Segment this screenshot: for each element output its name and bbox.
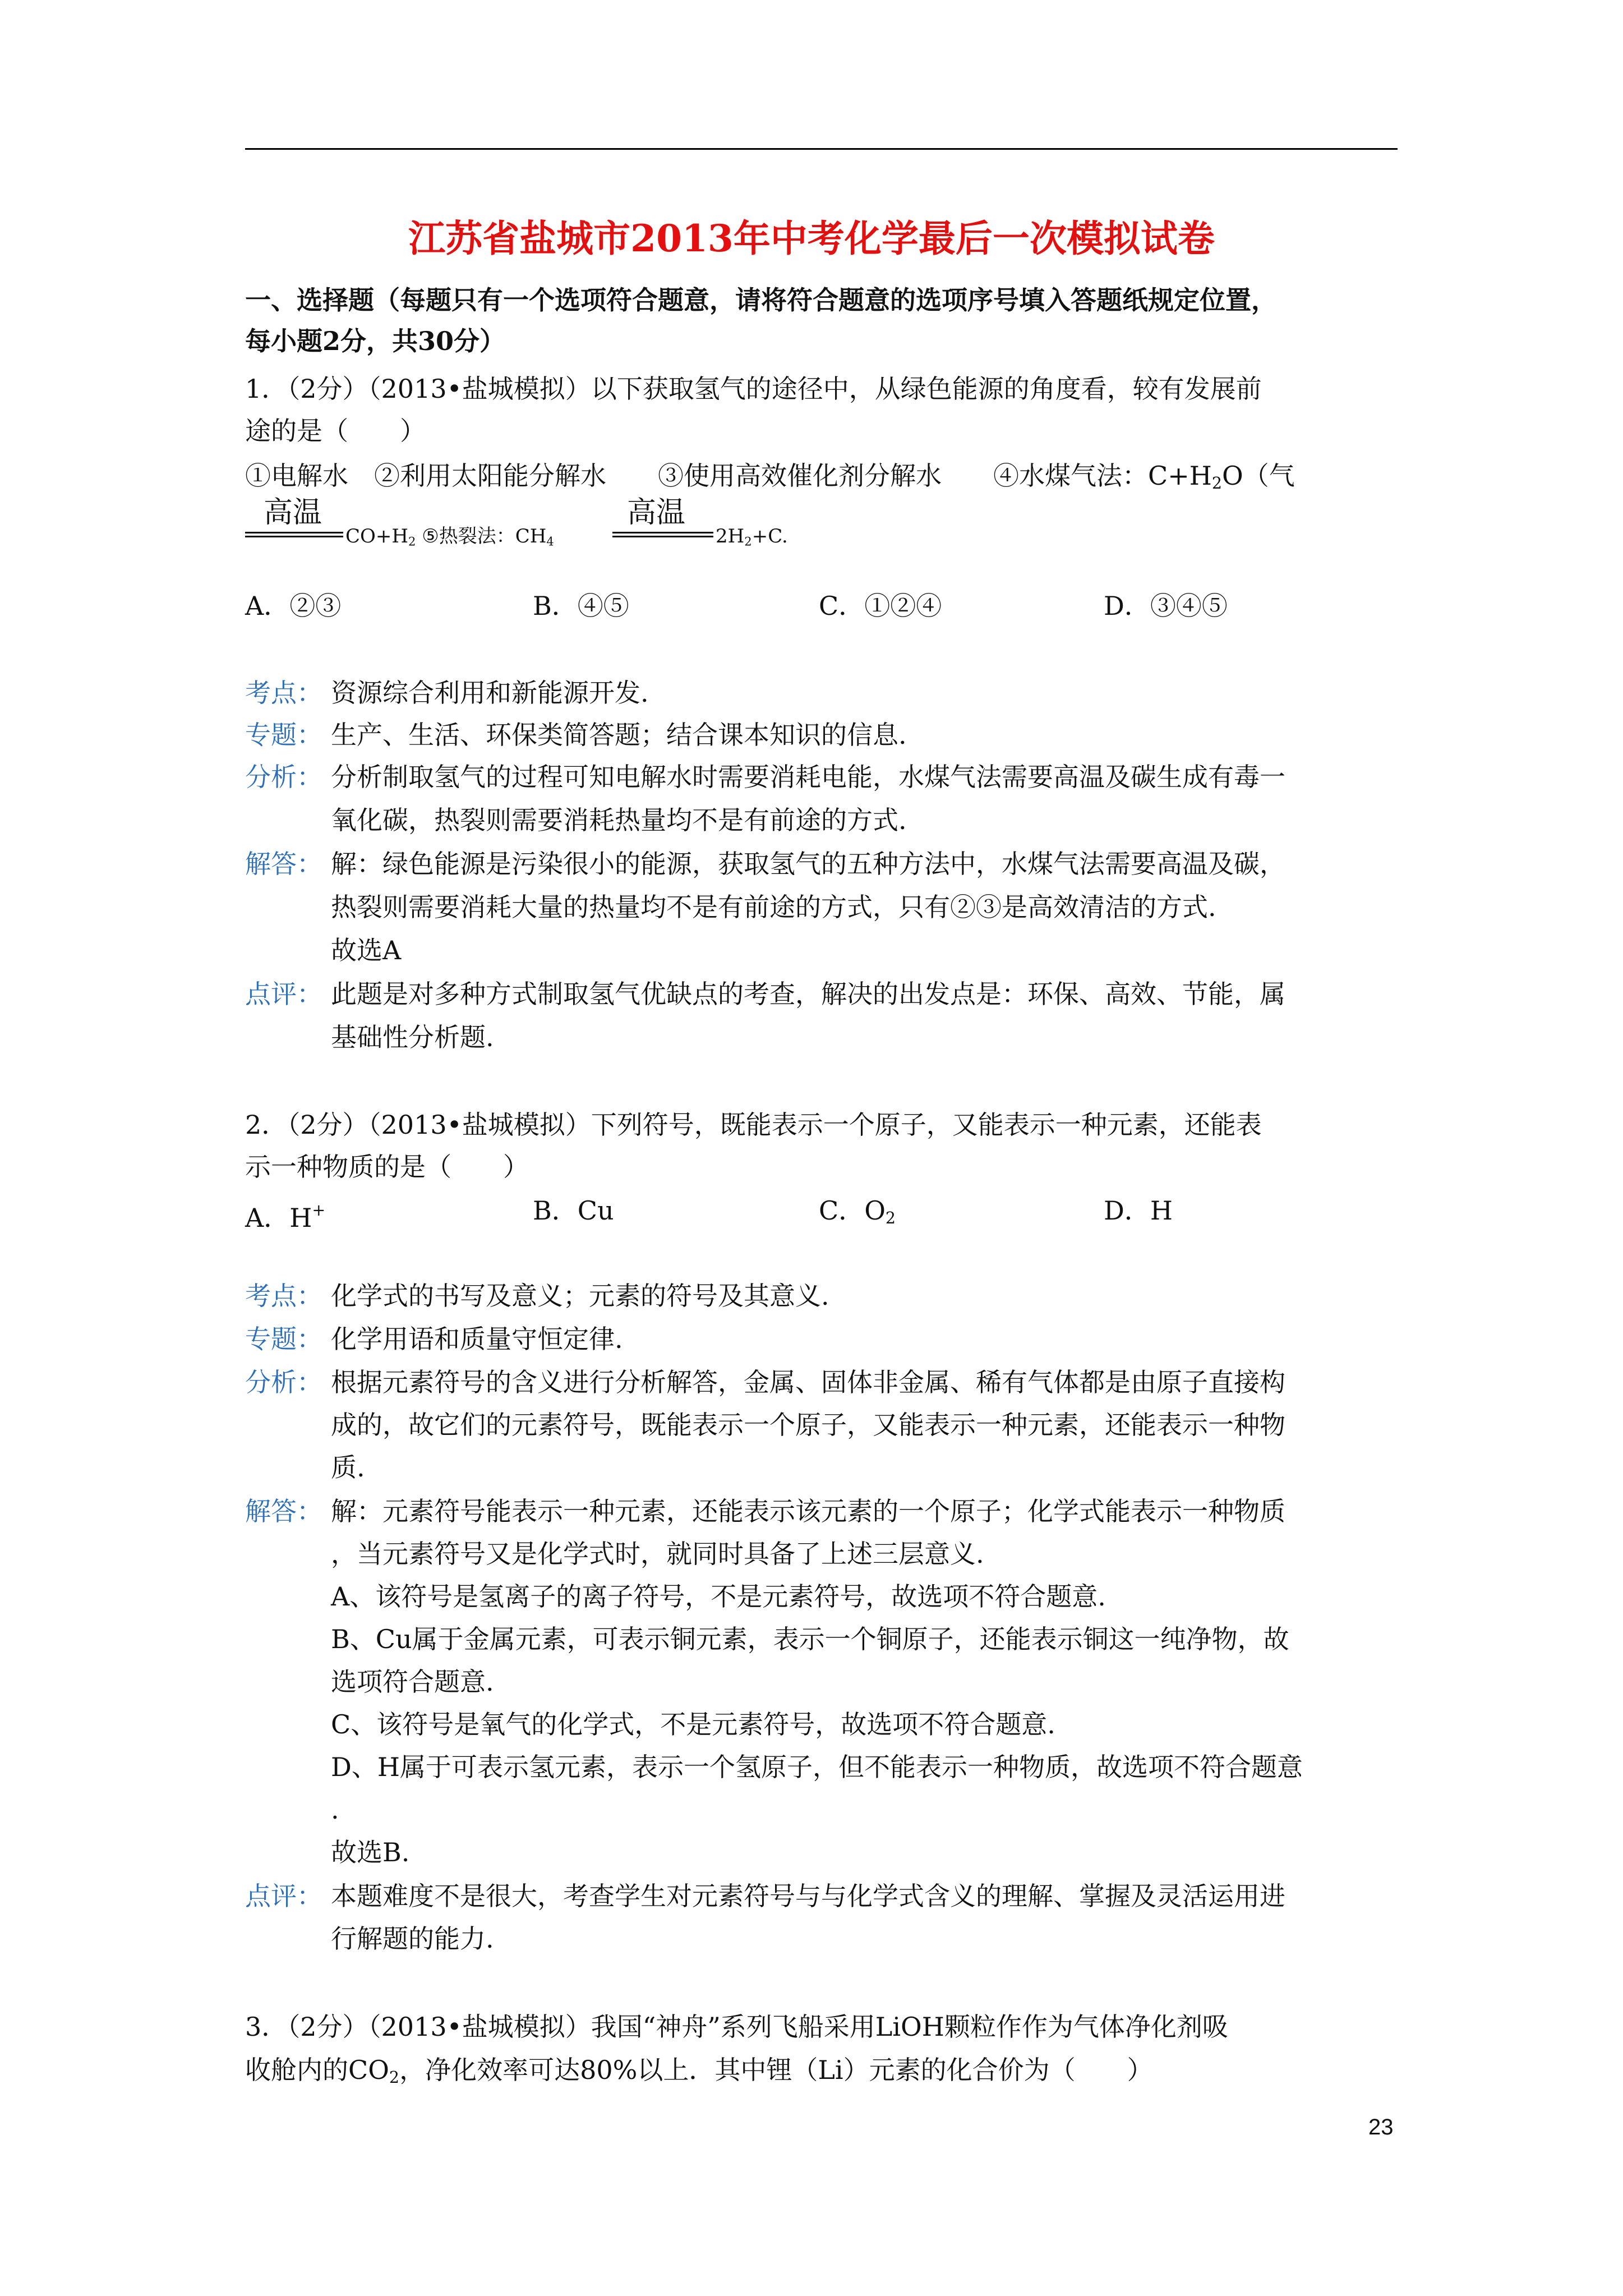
- q1-zhuanti-label: 专题：: [245, 720, 322, 750]
- q2-option-b: B．Cu: [533, 1195, 614, 1226]
- q1-jieda-line: 故选A: [331, 935, 402, 965]
- header-rule: [245, 148, 1398, 150]
- q2-fenxi-line: 成的，故它们的元素符号，既能表示一个原子，又能表示一种元素，还能表示一种物: [331, 1410, 1285, 1440]
- q2-fenxi-label: 分析：: [245, 1367, 322, 1397]
- q2-jieda-line: .: [331, 1795, 339, 1825]
- q1-fenxi-line: 分析制取氢气的过程可知电解水时需要消耗电能，水煤气法需要高温及碳生成有毒一: [331, 762, 1285, 792]
- q1-kaodian-label: 考点：: [245, 678, 322, 708]
- q2-dianping-label: 点评：: [245, 1881, 322, 1911]
- q1-dianping-line: 此题是对多种方式制取氢气优缺点的考查，解决的出发点是：环保、高效、节能，属: [331, 979, 1285, 1009]
- q2-jieda-line: 解：元素符号能表示一种元素，还能表示该元素的一个原子；化学式能表示一种物质: [331, 1496, 1285, 1526]
- q1-reaction-condition-2: 高温: [627, 496, 686, 530]
- q2-option-c: C．$O_2$: [819, 1195, 896, 1228]
- q2-option-d: D．H: [1104, 1195, 1173, 1226]
- q2-dianping-line: 行解题的能力.: [331, 1924, 494, 1954]
- q1-kaodian-text: 资源综合利用和新能源开发.: [331, 678, 649, 708]
- q3-stem-line2: 收舱内的$CO_2$，净化效率可达80%以上．其中锂（Li）元素的化合价为（ ）: [245, 2055, 1153, 2087]
- q2-jieda-line: 故选B.: [331, 1837, 410, 1867]
- q2-zhuanti-label: 专题：: [245, 1324, 322, 1354]
- q2-jieda-line: B、Cu属于金属元素，可表示铜元素，表示一个铜原子，还能表示铜这一纯净物，故: [331, 1624, 1289, 1654]
- q2-jieda-line: D、H属于可表示氢元素，表示一个氢原子，但不能表示一种物质，故选项不符合题意: [331, 1752, 1303, 1782]
- q2-jieda-label: 解答：: [245, 1496, 322, 1526]
- q1-option-b: B．④⑤: [533, 591, 629, 621]
- q2-kaodian-label: 考点：: [245, 1281, 322, 1311]
- q1-dianping-line: 基础性分析题.: [331, 1022, 494, 1052]
- q1-option-d: D．③④⑤: [1104, 591, 1228, 621]
- q1-jieda-label: 解答：: [245, 849, 322, 879]
- q1-jieda-line: 热裂则需要消耗大量的热量均不是有前途的方式，只有②③是高效清洁的方式.: [331, 892, 1216, 922]
- section-heading-line1: 一、选择题（每题只有一个选项符合题意，请将符合题意的选项序号填入答题纸规定位置，: [245, 285, 1277, 315]
- q1-equals-sign-2: [612, 532, 713, 537]
- q2-stem-line1: 2．（2分）（2013•盐城模拟）下列符号，既能表示一个原子，又能表示一种元素，还能表: [245, 1110, 1262, 1140]
- section-heading-line2: 每小题2分，共30分）: [245, 326, 506, 356]
- q2-jieda-line: A、该符号是氢离子的离子符号，不是元素符号，故选项不符合题意.: [331, 1581, 1106, 1612]
- q1-option-a: A．②③: [245, 591, 342, 621]
- q2-option-a: A．H+: [245, 1201, 326, 1233]
- q2-stem-line2: 示一种物质的是（ ）: [245, 1152, 529, 1182]
- q2-jieda-line: C、该符号是氧气的化学式，不是元素符号，故选项不符合题意.: [331, 1709, 1055, 1740]
- q1-jieda-line: 解：绿色能源是污染很小的能源，获取氢气的五种方法中，水煤气法需要高温及碳，: [331, 849, 1285, 879]
- q1-zhuanti-text: 生产、生活、环保类简答题；结合课本知识的信息.: [331, 720, 907, 750]
- page-number: 23: [1368, 2115, 1394, 2139]
- q1-equation-products-1: $CO+H_2$ ⑤热裂法：$CH_4$: [345, 525, 554, 549]
- q2-jieda-line: 选项符合题意.: [331, 1667, 494, 1697]
- q1-reaction-condition-1: 高温: [264, 496, 322, 530]
- q1-equals-sign-1: [245, 532, 343, 537]
- q2-zhuanti-text: 化学用语和质量守恒定律.: [331, 1324, 623, 1354]
- q2-jieda-line: ，当元素符号又是化学式时，就同时具备了上述三层意义.: [331, 1539, 984, 1569]
- q2-fenxi-line: 质.: [331, 1452, 365, 1483]
- q2-dianping-line: 本题难度不是很大，考查学生对元素符号与与化学式含义的理解、掌握及灵活运用进: [331, 1881, 1285, 1911]
- q1-methods: ①电解水 ②利用太阳能分解水 ③使用高效催化剂分解水 ④水煤气法：$C+H_2O$（气: [245, 461, 1295, 493]
- q1-fenxi-label: 分析：: [245, 762, 322, 792]
- q1-dianping-label: 点评：: [245, 979, 322, 1009]
- q2-fenxi-line: 根据元素符号的含义进行分析解答，金属、固体非金属、稀有气体都是由原子直接构: [331, 1367, 1285, 1397]
- page-title: 江苏省盐城市2013年中考化学最后一次模拟试卷: [408, 217, 1215, 260]
- q1-stem-line1: 1．（2分）（2013•盐城模拟）以下获取氢气的途径中，从绿色能源的角度看，较有发展前: [245, 374, 1262, 404]
- q1-option-c: C．①②④: [819, 591, 942, 621]
- q2-kaodian-text: 化学式的书写及意义；元素的符号及其意义.: [331, 1281, 829, 1311]
- q1-equation-products-2: $2H_2+C$.: [716, 525, 788, 549]
- q1-stem-line2: 途的是（ ）: [245, 416, 426, 446]
- q3-stem-line1: 3．（2分）（2013•盐城模拟）我国“神舟”系列飞船采用LiOH颗粒作作为气体净化剂吸: [245, 2012, 1228, 2042]
- q1-fenxi-line: 氧化碳，热裂则需要消耗热量均不是有前途的方式.: [331, 805, 907, 835]
